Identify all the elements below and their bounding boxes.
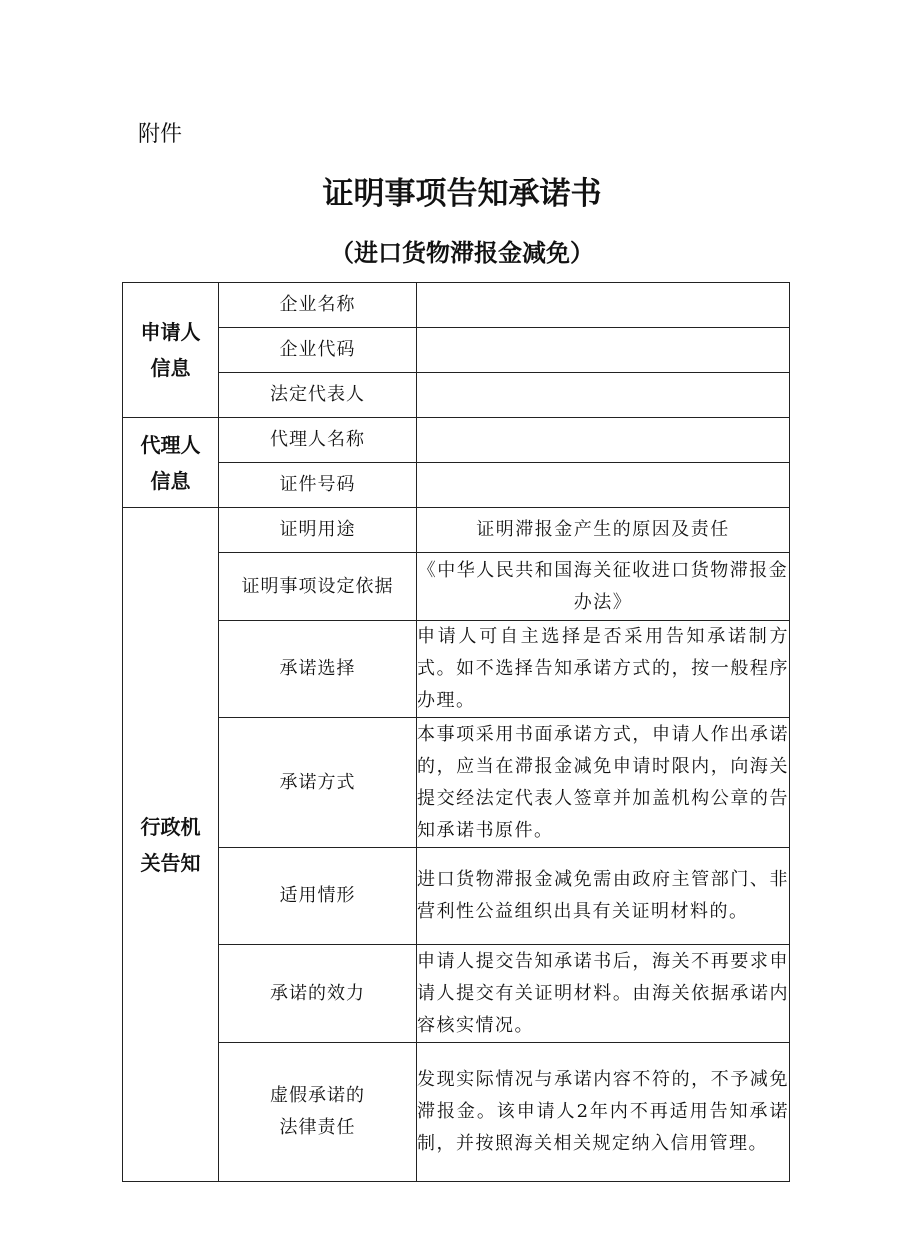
agent-name-label: 代理人名称 [219,418,417,463]
proof-purpose-label: 证明用途 [219,508,417,553]
proof-purpose-value: 证明滞报金产生的原因及责任 [417,508,790,553]
commitment-choice-value: 申请人可自主选择是否采用告知承诺制方式。如不选择告知承诺方式的，按一般程序办理。 [417,621,790,718]
table-row [123,1043,790,1182]
applicable-circumstances-value: 进口货物滞报金减免需由政府主管部门、非营利性公益组织出具有关证明材料的。 [417,848,790,945]
legal-basis-label: 证明事项设定依据 [219,553,417,621]
agent-name-field[interactable] [417,418,790,463]
commitment-method-label: 承诺方式 [219,718,417,848]
false-commitment-liability-label: 虚假承诺的 法律责任 [219,1043,417,1182]
agent-info-group-label: 代理人 信息 [123,418,219,508]
table-row [123,328,790,373]
admin-notice-group-label: 行政机 关告知 [123,508,219,1182]
company-name-field[interactable] [417,283,790,328]
table-row [123,621,790,718]
company-code-label: 企业代码 [219,328,417,373]
document-title: 证明事项告知承诺书 [322,176,602,212]
legal-representative-label: 法定代表人 [219,373,417,418]
table-row [123,418,790,463]
legal-basis-value: 《中华人民共和国海关征收进口货物滞报金办法》 [417,553,790,621]
table-row [123,508,790,553]
table-row [123,945,790,1043]
id-number-field[interactable] [417,463,790,508]
commitment-form-table [122,282,790,1182]
table-row [123,283,790,328]
table-row [123,848,790,945]
company-name-label: 企业名称 [219,283,417,328]
table-row [123,553,790,621]
applicable-circumstances-label: 适用情形 [219,848,417,945]
false-commitment-liability-value: 发现实际情况与承诺内容不符的，不予减免滞报金。该申请人2年内不再适用告知承诺制，并按照海关相关规定纳入信用管理。 [417,1043,790,1182]
table-row [123,463,790,508]
applicant-info-group-label: 申请人 信息 [123,283,219,418]
table-row [123,373,790,418]
commitment-effect-label: 承诺的效力 [219,945,417,1043]
id-number-label: 证件号码 [219,463,417,508]
commitment-method-value: 本事项采用书面承诺方式，申请人作出承诺的，应当在滞报金减免申请时限内，向海关提交经法定代表人签章并加盖机构公章的告知承诺书原件。 [417,718,790,848]
document-subtitle: （进口货物滞报金减免） [330,238,594,267]
company-code-field[interactable] [417,328,790,373]
attachment-label: 附件 [138,122,183,147]
commitment-choice-label: 承诺选择 [219,621,417,718]
table-row [123,718,790,848]
legal-representative-field[interactable] [417,373,790,418]
commitment-effect-value: 申请人提交告知承诺书后，海关不再要求申请人提交有关证明材料。由海关依据承诺内容核实情况。 [417,945,790,1043]
